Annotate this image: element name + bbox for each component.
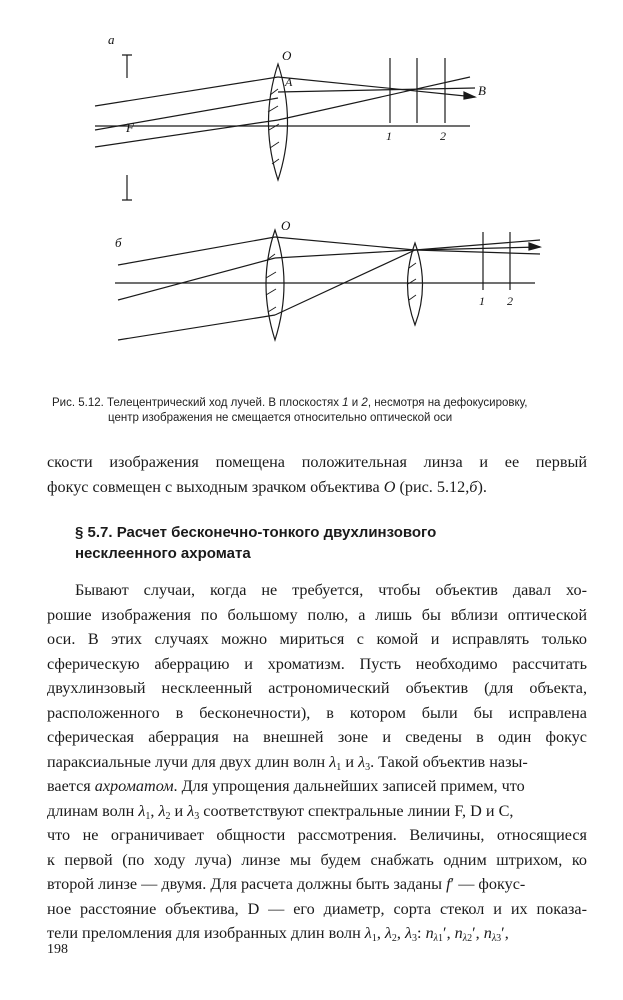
- para2-line-lambdas: параксиальные лучи для двух длин волн $\lambda_1$ и $\lambda_3$. Такой объектив назы-: [47, 752, 528, 773]
- caption-mid: и: [348, 397, 362, 409]
- para2-line: рошие изображения по большому полю, а лишь бы вблизи оптической: [47, 605, 587, 624]
- aperture-stop-bottom: [122, 175, 132, 200]
- label-plane-1-a: 1: [386, 129, 392, 143]
- paragraph-main: [47, 578, 587, 946]
- ray-b-lower: [118, 315, 275, 340]
- label-A: A: [285, 75, 293, 89]
- ray-a-lower: [95, 120, 278, 147]
- ray-b-out-3: [415, 250, 540, 254]
- ray-b-middle-mid: [275, 250, 415, 258]
- para2-line: расположенного в бесконечности), в котором были бы исправлена: [47, 703, 587, 722]
- arrow-a: [464, 92, 475, 99]
- para2-line: к первой (по ходу луча) линзе мы будем снабжать одним штрихом, ко: [47, 850, 587, 869]
- para2-line: оси. В этих случаях можно мириться с комой и исправлять только: [47, 630, 587, 648]
- caption-prefix: Рис. 5.12. Телецентрический ход лучей. В плоскостях: [52, 397, 343, 409]
- para2-line: ное расстояние объектива, D — его диаметр, сорта стекол и их показа-: [47, 899, 587, 918]
- label-O-a: O: [282, 48, 292, 63]
- label-plane-1-b: 1: [479, 294, 485, 308]
- paragraph-continuation: [47, 450, 587, 499]
- label-a: а: [108, 32, 115, 47]
- arrow-b: [529, 243, 540, 250]
- para2-line: Бывают случаи, когда не требуется, чтобы объектив давал хо-: [75, 581, 587, 599]
- label-b: б: [115, 235, 122, 250]
- ray-diagram: [0, 0, 623, 390]
- caption-n2: 2: [361, 397, 368, 409]
- para2-line: что не ограничивает общности рассмотрения. Величины, относящиеся: [47, 826, 587, 844]
- label-B: B: [478, 83, 486, 98]
- para1-line2: фокус совмещен с выходным зрачком объектива O (рис. 5.12,б).: [47, 477, 487, 496]
- para2-line: двухлинзовый несклеенный астрономический объектив (для объекта,: [47, 679, 587, 697]
- section-heading: [75, 522, 555, 564]
- label-O-b: O: [281, 218, 291, 233]
- para2-line-wavelengths: длинам волн $\lambda_1$, $\lambda_2$ и $\lambda_3$ соответствуют спектральные линии F, D и C,: [47, 801, 514, 822]
- ray-a-chief: [95, 98, 278, 130]
- aperture-stop-top: [122, 55, 132, 78]
- diagram-b: [115, 230, 540, 340]
- page-number: 198: [47, 942, 68, 957]
- para2-line: сферическую аберрацию и хроматизм. Пусть необходимо рассчитать: [47, 654, 587, 673]
- label-plane-2-a: 2: [440, 129, 446, 143]
- ray-b-middle: [118, 258, 275, 300]
- ray-a-upper: [95, 77, 278, 106]
- para1-line1: скости изображения помещена положительная линза и ее первый: [47, 453, 587, 471]
- caption-n1: 1: [342, 397, 349, 409]
- caption-rest: , несмотря на дефокусировку,: [367, 397, 528, 409]
- lens-b-field: [408, 243, 423, 325]
- heading-line1: § 5.7. Расчет бесконечно-тонкого двухлинзового: [75, 524, 437, 541]
- para2-line-focal: второй линзе — двумя. Для расчета должны быть заданы f′ — фокус-: [47, 875, 526, 893]
- heading-line2: несклеенного ахромата: [75, 545, 251, 562]
- figure-caption: [52, 396, 592, 426]
- ray-b-upper: [118, 237, 275, 265]
- figure-5-12: [0, 0, 623, 390]
- caption-line2: центр изображения не смещается относительно оптической оси: [108, 412, 453, 424]
- para2-line-achromat: вается ахроматом. Для упрощения дальнейших записей примем, что: [47, 777, 525, 795]
- label-F: F: [126, 120, 134, 135]
- para2-line: сферическая аберрация на внешней зоне и сведены в один фокус: [47, 728, 587, 746]
- label-plane-2-b: 2: [507, 294, 513, 308]
- lens-b-objective: [266, 230, 284, 340]
- para2-line-indices: тели преломления для изобранных длин волн $\lambda_1$, $\lambda_2$, $\lambda_3$: $n_{\lambda 1}'$, $n_{\lambda 2}'$, $n_{\lambda 3}'$,: [47, 924, 509, 944]
- ray-b-upper-mid: [275, 237, 415, 250]
- ray-a-lower-out: [278, 77, 470, 120]
